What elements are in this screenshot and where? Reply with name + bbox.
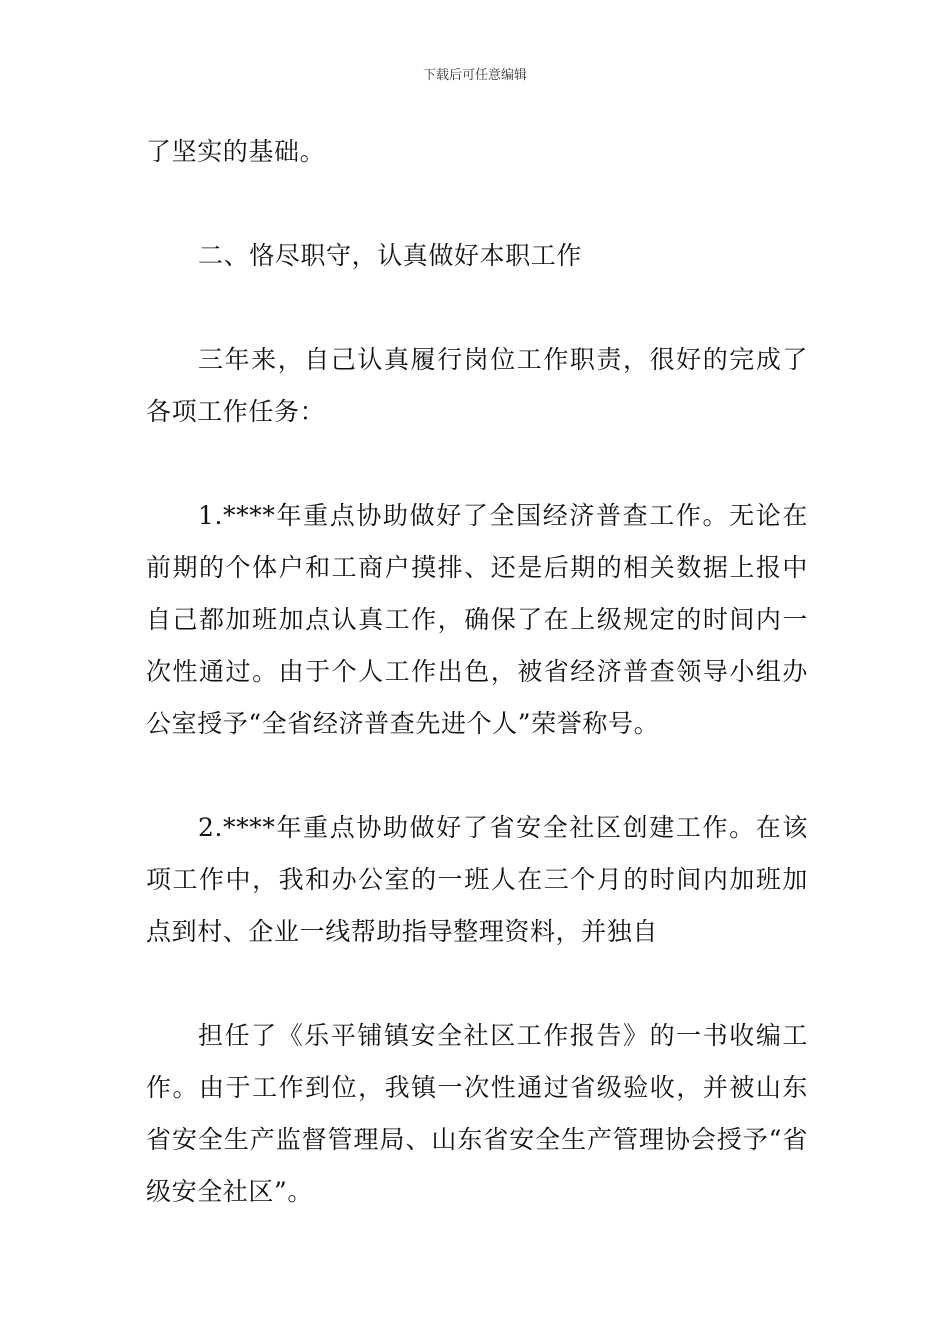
paragraph-spacer	[146, 958, 808, 1010]
paragraph-item-2: 2.****年重点协助做好了省安全社区创建工作。在该项工作中，我和办公室的一班人在三个月的时间内加班加点到村、企业一线帮助指导整理资料，并独自	[146, 813, 808, 946]
paragraph-spacer	[146, 178, 808, 230]
section-heading: 二、恪尽职守，认真做好本职工作	[198, 241, 583, 270]
paragraph-spacer	[146, 282, 808, 334]
paragraph-spacer	[146, 438, 808, 490]
paragraph-item-1: 1.****年重点协助做好了全国经济普查工作。无论在前期的个体户和工商户摸排、还是后期的相关数据上报中自己都加班加点认真工作，确保了在上级规定的时间内一次性通过。由于个人工作出色，被省经济普查领导小组办公室授予“全省经济普查先进个人”荣誉称号。	[146, 501, 808, 738]
document-body	[146, 126, 808, 1218]
paragraph-intro: 三年来，自己认真履行岗位工作职责，很好的完成了各项工作任务：	[146, 345, 808, 426]
paragraph-spacer	[146, 750, 808, 802]
paragraph-continuation: 了坚实的基础。	[146, 137, 326, 166]
page-header-note: 下载后可任意编辑	[422, 68, 527, 83]
paragraph-item-2-continued: 担任了《乐平铺镇安全社区工作报告》的一书收编工作。由于工作到位，我镇一次性通过省级验收，并被山东省安全生产监督管理局、山东省安全生产管理协会授予“省级安全社区”。	[146, 1021, 808, 1206]
